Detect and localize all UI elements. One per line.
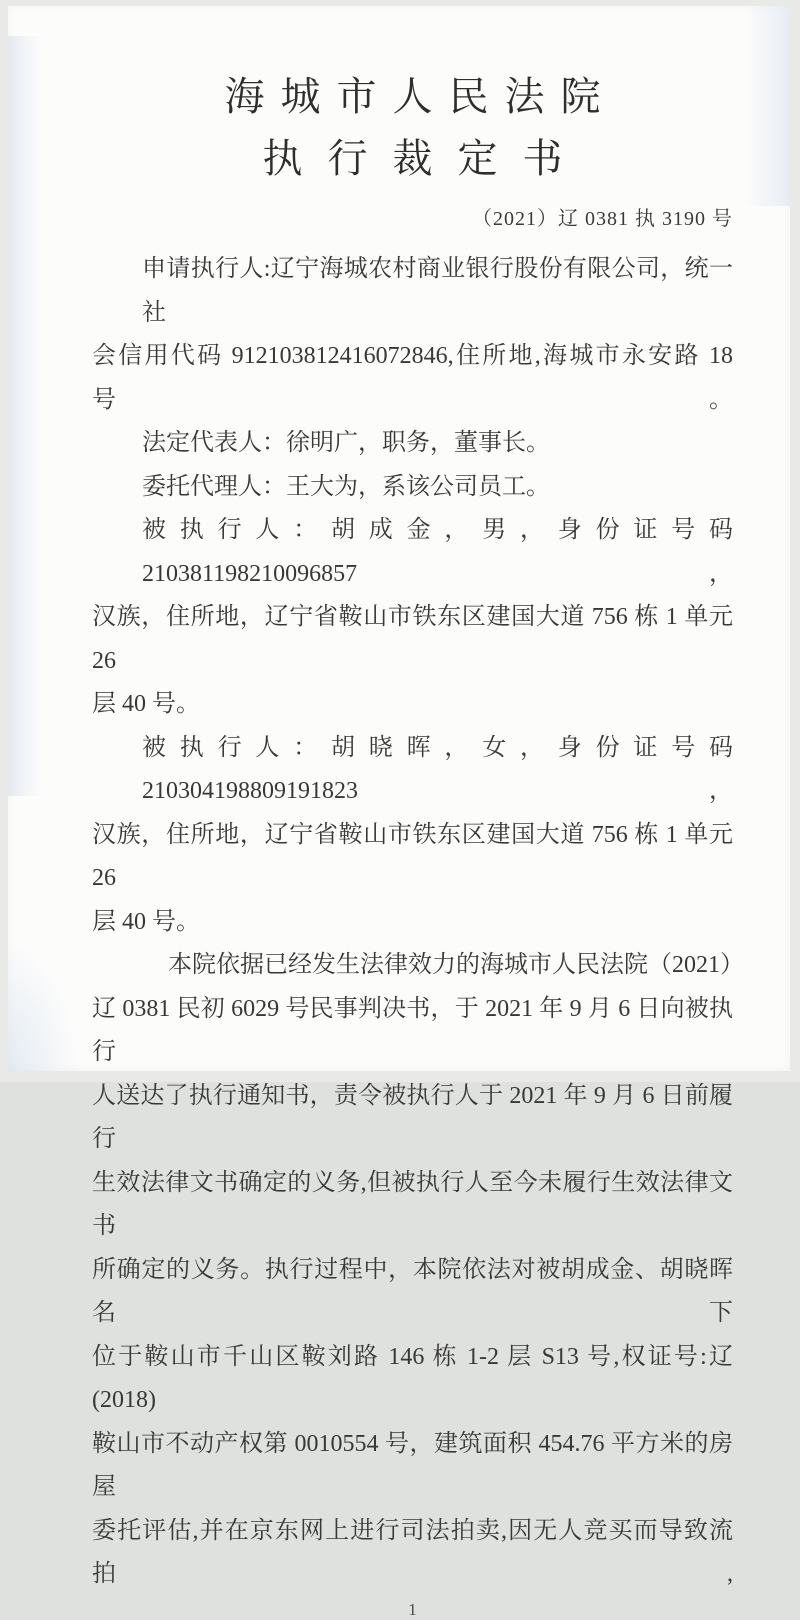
document-type-title: 执行裁定书 xyxy=(262,136,588,181)
body-line: 生效法律文书确定的义务,但被执行人至今未履行生效法律文书 xyxy=(92,1169,733,1239)
body-line: 法定代表人：徐明广，职务，董事长。 xyxy=(142,430,550,456)
body-line: 鞍山市不动产权第 0010554 号，建筑面积 454.76 平方米的房屋 xyxy=(92,1430,733,1500)
document-body xyxy=(92,248,744,1597)
body-line: 本院依据已经发生法律效力的海城市人民法院（2021） xyxy=(168,952,744,978)
body-line: 位于鞍山市千山区鞍刘路 146 栋 1-2 层 S13 号,权证号:辽(2018) xyxy=(92,1343,733,1413)
body-line: 人送达了执行通知书，责令被执行人于 2021 年 9 月 6 日前履行 xyxy=(92,1082,733,1152)
body-line: 汉族，住所地，辽宁省鞍山市铁东区建国大道 756 栋 1 单元 26 xyxy=(92,604,733,674)
scan-artifact-top-right xyxy=(744,6,790,206)
scan-artifact-left xyxy=(8,36,42,796)
body-line: 会信用代码 912103812416072846,住所地,海城市永安路 18 号。 xyxy=(92,343,733,413)
body-line: 委托代理人：王大为，系该公司员工。 xyxy=(142,473,550,500)
case-number: （2021）辽 0381 执 3190 号 xyxy=(472,208,733,230)
body-line: 被执行人：胡晓晖，女，身份证号码 210304198809191823， xyxy=(142,734,733,804)
body-line: 汉族，住所地，辽宁省鞍山市铁东区建国大道 756 栋 1 单元 26 xyxy=(92,821,733,891)
body-line: 层 40 号。 xyxy=(92,908,200,935)
court-name-title: 海城市人民法院 xyxy=(224,74,617,119)
body-line: 辽 0381 民初 6029 号民事判决书，于 2021 年 9 月 6 日向被执行 xyxy=(92,995,733,1065)
body-line: 被执行人：胡成金，男，身份证号码 210381198210096857， xyxy=(142,517,733,587)
body-line: 层 40 号。 xyxy=(92,691,200,717)
document-page xyxy=(8,6,790,1619)
body-line: 委托评估,并在京东网上进行司法拍卖,因无人竞买而导致流拍, xyxy=(92,1517,733,1587)
body-line: 申请执行人:辽宁海城农村商业银行股份有限公司，统一社 xyxy=(142,256,733,326)
scan-artifact-bottom-left xyxy=(8,941,78,1071)
document-content xyxy=(92,6,744,1620)
body-line: 所确定的义务。执行过程中，本院依法对被胡成金、胡晓晖名下 xyxy=(92,1256,733,1326)
page-number: 1 xyxy=(408,1599,417,1619)
